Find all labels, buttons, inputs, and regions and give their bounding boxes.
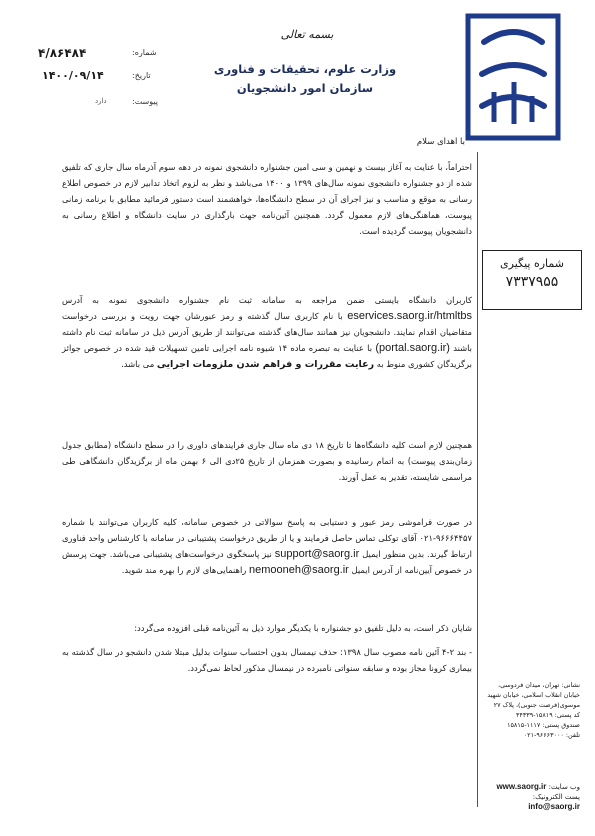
support-email-link[interactable]: support@saorg.ir bbox=[274, 548, 360, 560]
ministry-name: وزارت علوم، تحقیقات و فناوری bbox=[213, 62, 397, 76]
portal-link[interactable]: (portal.saorg.ir) bbox=[375, 342, 450, 354]
salutation: با اهدای سلام bbox=[416, 137, 465, 147]
p2-text-b: با نام کاربری سال گذشته و رمز عبورشان جهت رویت و بررسی درخواست متقاضیان اقدام نمایند. دانشجویان نیز همانند سال‌های گذشته می‌توانند از طریق آدرس ذیل در سامانه ثبت نام داشته باشند bbox=[62, 311, 473, 353]
paragraph-registration bbox=[62, 292, 472, 373]
nemooneh-email-link[interactable]: nemooneh@saorg.ir bbox=[249, 564, 349, 576]
p2-text-a: کاربران دانشگاه بایستی ضمن مراجعه به سامانه ثبت نام جشنواره دانشجوی نمونه به آدرس bbox=[62, 295, 472, 305]
letter-date-label: تاریخ: bbox=[132, 71, 151, 80]
website-label: وب سایت: bbox=[548, 783, 580, 791]
attachment-label: پیوست: bbox=[132, 97, 159, 106]
paragraph-support bbox=[62, 514, 472, 578]
letter-date: ۱۴۰۰/۰۹/۱۴ bbox=[42, 69, 104, 82]
p2-text-d: می باشد. bbox=[121, 359, 155, 369]
tracking-box bbox=[482, 250, 582, 310]
p4-text-c: راهنمایی‌های لازم را بهره مند شوید. bbox=[121, 565, 247, 575]
letter-number: ۴/۸۶۴۸۴ bbox=[38, 46, 87, 60]
postal-address bbox=[485, 680, 580, 740]
p4-text-b: نیز پاسخگوی درخواست‌های پشتیبانی می‌باشد. جهت پرسش در خصوص آیین‌نامه از آدرس ایمیل bbox=[62, 549, 472, 575]
address-line: موسوی(فرصت جنوبی)، پلاک ۲۷ bbox=[493, 701, 580, 709]
organization-logo bbox=[464, 12, 562, 142]
web-contact bbox=[480, 782, 580, 812]
letter-number-label: شماره: bbox=[132, 48, 157, 57]
eservices-link[interactable]: eservices.saorg.ir/htmltbs bbox=[347, 310, 472, 322]
basmala: بسمه تعالی bbox=[280, 28, 334, 41]
tracking-label: شماره پیگیری bbox=[500, 257, 564, 270]
p2-text-c: با عنایت به تبصره ماده ۱۴ شیوه نامه اجرایی تامین تسهیلات قید شده در خصوص جوائز برگزیدگان کشوری منوط به bbox=[62, 343, 472, 369]
info-email-link[interactable]: info@saorg.ir bbox=[528, 802, 580, 811]
website-row bbox=[480, 782, 580, 792]
p4-text-a: در صورت فراموشی رمز عبور و دستیابی به پاسخ سوالاتی در خصوص سامانه، کلیه کاربران می‌توانند با شماره ۹۶۶۶۴۴۵۷-۰۲۱ آقای توکلی تماس حاصل فرمایند و یا از طریق درخواست پشتیبانی در سامانه با کارشناس واحد فناوری ارتباط گیرند. بدین منظور ایمیل bbox=[62, 517, 473, 559]
margin-divider bbox=[477, 152, 478, 807]
address-line: کد پستی: ۱۵۸۱۹-۴۴۳۳۹ bbox=[515, 711, 580, 719]
address-line: خیابان انقلاب اسلامی، خیابان شهید bbox=[487, 691, 580, 699]
email-label: پست الکترونیک: bbox=[532, 793, 580, 801]
paragraph-clause: - بند ۲-۴ آئین نامه مصوب سال ۱۳۹۸: حذف نیمسال بدون احتساب سنوات بدلیل مبتلا شدن دانشجو در سال گذشته به بیماری کرونا مجاز بوده و سابقه سنواتی نامبرده در نیمسال مذکور لحاظ نمی‌گردد. bbox=[62, 647, 472, 673]
organization-name: سازمان امور دانشجویان bbox=[236, 81, 374, 95]
website-link[interactable]: www.saorg.ir bbox=[496, 782, 547, 791]
address-line: نشانی: تهران، میدان فردوسی، bbox=[498, 681, 580, 689]
address-line: تلفن: ۹۶۶۶۳۰۰۰-۰۲۱ bbox=[523, 731, 580, 739]
attachment-value: دارد bbox=[95, 97, 107, 105]
paragraph-note: شایان ذکر است، به دلیل تلفیق دو جشنواره با یکدیگر موارد ذیل به آئین‌نامه قبلی افزوده می‌گردد: bbox=[134, 623, 472, 633]
tracking-number: ۷۳۳۷۹۵۵ bbox=[505, 274, 559, 290]
p2-bold-text: رعایت مقررات و فراهم شدن ملزومات اجرایی bbox=[156, 359, 375, 370]
paragraph-intro: احتراماً، با عنایت به آغاز بیست و نهمین و سی امین جشنواره دانشجوی نمونه در دهه سوم آذرماه سال جاری که تلفیق شده از دو جشنواره دانشجوی نمونه سال‌های ۱۳۹۹ و ۱۴۰۰ می‌باشد و نظر به لزوم اتخاذ تدابیر لازم در خصوص اطلاع رسانی به موقع و مناسب و نیز اجرای آن در سطح دانشگاه‌ها، خواهشمند است دستور فرمائید مطابق با برنامه زمانی پیوست، هماهنگی‌های لازم معمول گردد. همچنین آئین‌نامه جهت بارگذاری در سایت دانشگاه و اطلاع رسانی به دانشجویان پیوست گردیده است. bbox=[62, 162, 472, 236]
address-line: صندوق پستی: ۱۱۱۷-۱۵۸۱۵ bbox=[507, 721, 580, 729]
paragraph-deadline: همچنین لازم است کلیه دانشگاه‌ها تا تاریخ ۱۸ دی ماه سال جاری فرایندهای داوری را در سطح دانشگاه (مطابق جدول زمان‌بندی پیوست) به اتمام رسانیده و بصورت همزمان از تاریخ ۲۵دی الی ۶ بهمن ماه از برگزیدگان دانشگاهی طی مراسمی شایسته، تقدیر به عمل آورند. bbox=[62, 440, 472, 482]
email-row bbox=[480, 792, 580, 812]
